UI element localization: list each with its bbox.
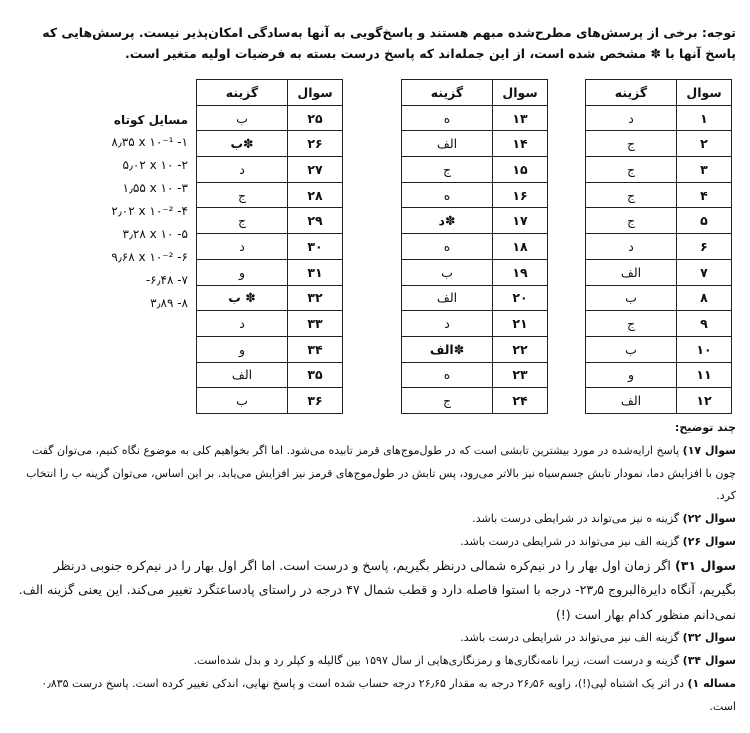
question-number: ۹ <box>677 311 732 337</box>
question-number: ۳۵ <box>288 362 343 388</box>
question-number: ۱۹ <box>493 259 548 285</box>
table-row <box>586 131 732 157</box>
question-number: ۱۷ <box>493 208 548 234</box>
note-q22 <box>14 508 736 531</box>
short-answer-2: ۵٫۰۲ x ۱۰ -۲ <box>122 158 188 172</box>
note-q26 <box>14 531 736 554</box>
question-number: ۲ <box>677 131 732 157</box>
question-number: ۱ <box>677 105 732 131</box>
note-q22-label: سوال ۲۲) <box>682 512 736 526</box>
answer-option: د <box>402 311 493 337</box>
question-number: ۶ <box>677 234 732 260</box>
note-q34-label: سوال ۳۴) <box>682 654 736 668</box>
question-number: ۱۱ <box>677 362 732 388</box>
header-question: سوال <box>493 80 548 106</box>
table-row <box>197 336 343 362</box>
table-row <box>586 285 732 311</box>
table-row <box>586 105 732 131</box>
short-answer-6: ۹٫۶۸ x ۱۰⁻² -۶ <box>111 250 188 264</box>
question-number: ۲۴ <box>493 388 548 414</box>
short-problems <box>88 113 188 319</box>
table-row <box>402 182 548 208</box>
note-q32 <box>14 627 736 650</box>
table-row <box>197 208 343 234</box>
answer-option: و <box>197 259 288 285</box>
answer-option: ج <box>402 388 493 414</box>
question-number: ۳۳ <box>288 311 343 337</box>
table-row <box>402 234 548 260</box>
question-number: ۱۴ <box>493 131 548 157</box>
answer-option: ج <box>586 311 677 337</box>
note-q22-text: گزینه ه نیز می‌تواند در شرایطی درست باشد. <box>472 512 680 526</box>
question-number: ۷ <box>677 259 732 285</box>
question-number: ۱۵ <box>493 157 548 183</box>
answer-option: د <box>197 234 288 260</box>
answer-option: ب <box>586 336 677 362</box>
question-number: ۱۸ <box>493 234 548 260</box>
answer-option: ج <box>402 157 493 183</box>
table-row <box>586 182 732 208</box>
answer-option: ب <box>586 285 677 311</box>
header-option: گزینه <box>586 80 677 106</box>
explanations <box>14 417 736 718</box>
short-answer-8: ۳٫۸۹ -۸ <box>150 296 188 310</box>
answer-option: الف <box>402 285 493 311</box>
answer-option: الف <box>586 259 677 285</box>
table-row <box>586 208 732 234</box>
answer-option: ه <box>402 362 493 388</box>
note-q32-label: سوال ۳۲) <box>682 631 736 645</box>
question-number: ۳۱ <box>288 259 343 285</box>
short-answer-4: ۲٫۰۲ x ۱۰⁻² -۴ <box>111 204 188 218</box>
question-number: ۴ <box>677 182 732 208</box>
answer-option: ج <box>197 208 288 234</box>
header-question: سوال <box>288 80 343 106</box>
answer-option: د <box>586 234 677 260</box>
question-number: ۲۱ <box>493 311 548 337</box>
answer-option: الف <box>197 362 288 388</box>
question-number: ۲۹ <box>288 208 343 234</box>
question-number: ۲۲ <box>493 336 548 362</box>
table-row <box>197 131 343 157</box>
table-row <box>586 234 732 260</box>
question-number: ۱۳ <box>493 105 548 131</box>
short-answer-5: ۳٫۲۸ x ۱۰ -۵ <box>122 227 188 241</box>
question-number: ۵ <box>677 208 732 234</box>
answer-option: د <box>197 157 288 183</box>
table-row <box>197 362 343 388</box>
table-row <box>197 234 343 260</box>
note-q31 <box>14 554 736 628</box>
note-q31-text: اگر زمان اول بهار را در نیم‌کره شمالی درنظر بگیریم، پاسخ و درست است. اما اگر اول بهار را در نیم‌کره جنوبی درنظر بگیریم، آنگاه دایرةالبروج ۲۳٫۵- درجه با استوا فاصله دارد و قطب شمال ۴۷ درجه در راستای پادساعتگرد تغییر می‌کند. این یعنی گزینه الف. نمی‌دانم منظور کدام بهار است (!) <box>18 557 736 622</box>
table-row <box>402 131 548 157</box>
answer-option: ه <box>402 234 493 260</box>
question-number: ۲۷ <box>288 157 343 183</box>
note-problem-1-label: مساله ۱) <box>687 676 736 690</box>
table-row <box>402 208 548 234</box>
table-row <box>586 311 732 337</box>
answer-option: ج <box>586 157 677 183</box>
question-number: ۳۶ <box>288 388 343 414</box>
note-q17 <box>14 440 736 508</box>
answer-option: ✽ ب <box>197 285 288 311</box>
answer-option: ج <box>586 208 677 234</box>
answer-option: ج <box>586 182 677 208</box>
question-number: ۲۸ <box>288 182 343 208</box>
answer-table-3 <box>196 79 343 414</box>
answer-option: ب <box>197 388 288 414</box>
short-problems-title: مسایل کوتاه <box>113 113 188 127</box>
table-row <box>402 388 548 414</box>
table-row <box>586 157 732 183</box>
answer-option: و <box>197 336 288 362</box>
question-number: ۸ <box>677 285 732 311</box>
answer-option: ج <box>197 182 288 208</box>
table-row <box>197 105 343 131</box>
header-option: گزینه <box>197 80 288 106</box>
answer-option: ب <box>197 105 288 131</box>
table-header-row <box>402 80 548 106</box>
question-number: ۱۰ <box>677 336 732 362</box>
explanations-title: چند توضیح: <box>674 421 736 434</box>
table-row <box>586 362 732 388</box>
table-row <box>586 388 732 414</box>
question-number: ۳۰ <box>288 234 343 260</box>
table-row <box>197 285 343 311</box>
note-q34 <box>14 650 736 673</box>
header-question: سوال <box>677 80 732 106</box>
answer-option: ✽د <box>402 208 493 234</box>
note-q26-label: سوال ۲۶) <box>682 534 736 548</box>
table-row <box>402 285 548 311</box>
question-number: ۱۲ <box>677 388 732 414</box>
table-row <box>197 311 343 337</box>
table-row <box>197 182 343 208</box>
answer-option: و <box>586 362 677 388</box>
question-number: ۱۶ <box>493 182 548 208</box>
short-answer-1: ۸٫۳۵ x ۱۰⁻¹ -۱ <box>111 135 188 149</box>
note-q26-text: گزینه الف نیز می‌تواند در شرایطی درست باشد. <box>460 534 680 548</box>
question-number: ۳ <box>677 157 732 183</box>
answer-option: د <box>586 105 677 131</box>
note-q17-label: سوال ۱۷) <box>682 443 736 457</box>
answer-option: الف <box>402 131 493 157</box>
answer-table-2 <box>401 79 548 414</box>
table-row <box>586 336 732 362</box>
answer-option: ✽الف <box>402 336 493 362</box>
table-header-row <box>586 80 732 106</box>
answer-option: ج <box>586 131 677 157</box>
note-q31-label: سوال ۳۱) <box>674 557 736 573</box>
question-number: ۳۲ <box>288 285 343 311</box>
question-number: ۲۶ <box>288 131 343 157</box>
table-row <box>402 259 548 285</box>
answer-table-1 <box>585 79 732 414</box>
answer-option: ب <box>402 259 493 285</box>
table-header-row <box>197 80 343 106</box>
note-problem-1 <box>14 673 736 719</box>
note-q34-text: گزینه و درست است، زیرا نامه‌نگاری‌ها و رمزنگاری‌هایی از سال ۱۵۹۷ بین گالیله و کپلر رد و بدل شده‌است. <box>193 654 680 668</box>
header-option: گزینه <box>402 80 493 106</box>
table-row <box>197 259 343 285</box>
table-row <box>586 259 732 285</box>
note-problem-1-text: در اثر یک اشتباه لپی(!)، زاویه ۲۶٫۵۶ درجه به مقدار ۲۶٫۶۵ درجه حساب شده است و پاسخ نهایی، اندکی تغییر کرده است. پاسخ درست ۰٫۸۳۵ است. <box>41 676 736 713</box>
question-number: ۲۵ <box>288 105 343 131</box>
note-q17-text: پاسخ ارایه‌شده در مورد بیشترین تابشی است که در طول‌موج‌های قرمز تابیده می‌شود. اما اگر بخواهیم کلی به موضوع نگاه کنیم، می‌توان گفت چون با افزایش دما، نمودار تابش جسم‌سیاه نیز بالاتر می‌رود، پس تابش در طول‌موج‌های قرمز نیز افزایش می‌یابد. بر این اساس، می‌توان گزینه ب را انتخاب کرد. <box>26 443 736 503</box>
table-row <box>402 157 548 183</box>
short-answer-7: -۶٫۴۸ -۷ <box>145 273 188 287</box>
note-q32-text: گزینه الف نیز می‌تواند در شرایطی درست باشد. <box>460 631 680 645</box>
answer-option: ✽ب <box>197 131 288 157</box>
short-answer-3: ۱٫۵۵ x ۱۰ -۳ <box>122 181 188 195</box>
question-number: ۲۰ <box>493 285 548 311</box>
answer-option: ه <box>402 182 493 208</box>
question-number: ۲۳ <box>493 362 548 388</box>
question-number: ۳۴ <box>288 336 343 362</box>
notice-text: توجه: برخی از پرسش‌های مطرح‌شده مبهم هستند و پاسخ‌گویی به آنها به‌سادگی امکان‌پذیر نیست. پرسش‌هایی که پاسخ آنها با ✽ مشخص شده است، از این جمله‌اند که پاسخ درست بسته به فرضیات اولیه متغیر است. <box>42 25 736 61</box>
table-row <box>402 362 548 388</box>
table-row <box>197 388 343 414</box>
answer-option: الف <box>586 388 677 414</box>
table-row <box>402 105 548 131</box>
table-row <box>402 311 548 337</box>
table-row <box>402 336 548 362</box>
answer-option: ه <box>402 105 493 131</box>
table-row <box>197 157 343 183</box>
answer-option: د <box>197 311 288 337</box>
